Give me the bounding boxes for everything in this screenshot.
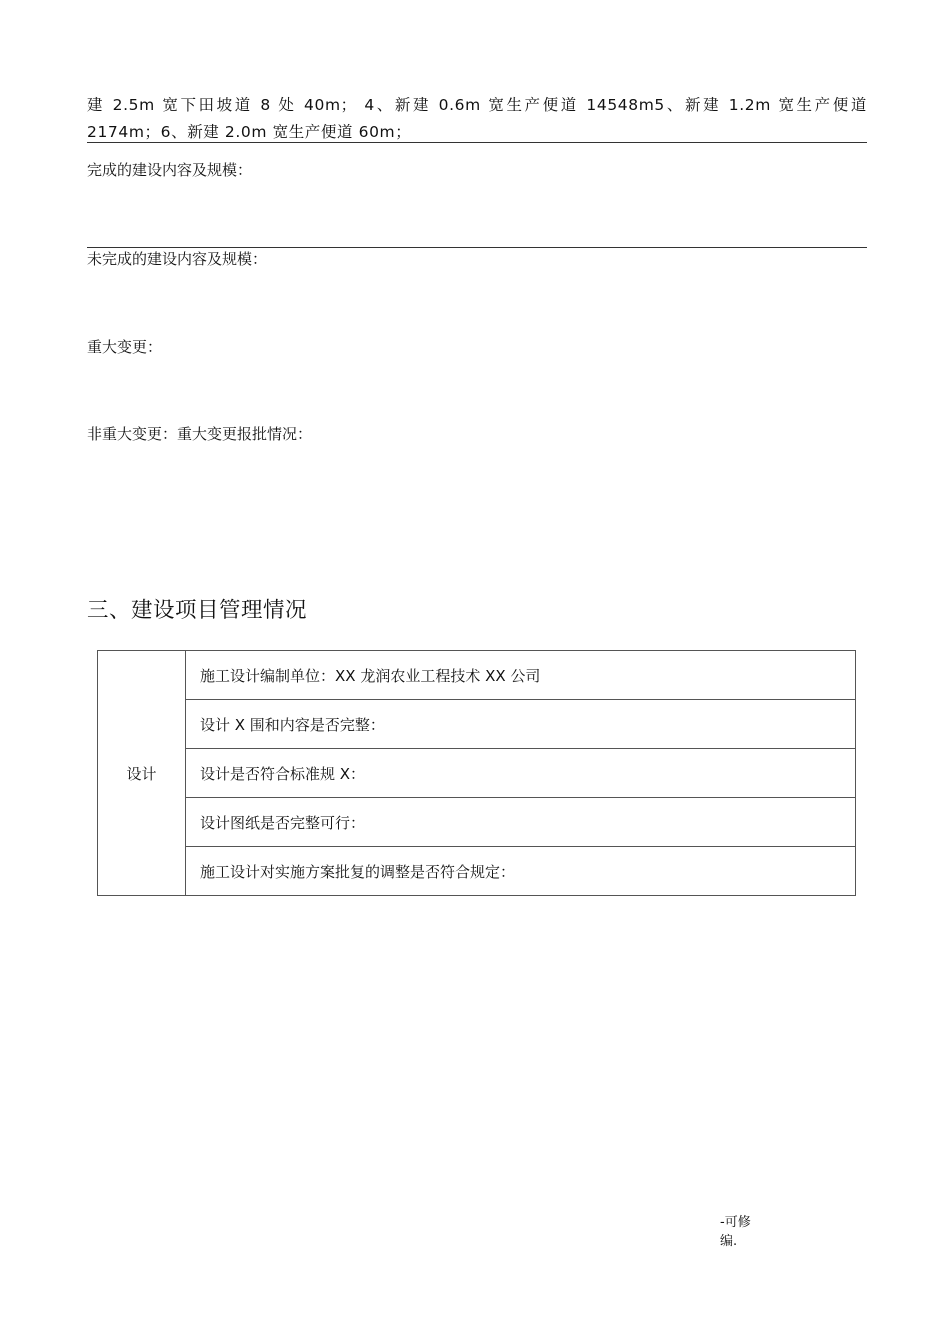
section-heading: 三、建设项目管理情况 (87, 598, 308, 623)
major-change-label: 重大变更： (87, 338, 163, 356)
completed-content-label: 完成的建设内容及规模： (87, 161, 253, 179)
design-management-table (97, 650, 856, 896)
table-cell: 施工设计编制单位：XX 龙润农业工程技术 XX 公司 (186, 651, 856, 700)
table-row (98, 847, 856, 896)
table-row (98, 798, 856, 847)
table-row (98, 749, 856, 798)
minor-change-label: 非重大变更：重大变更报批情况： (87, 425, 313, 443)
page-footer: -可修编. (720, 1215, 751, 1249)
table-cell: 设计是否符合标准规 X： (186, 749, 856, 798)
uncompleted-content-label: 未完成的建设内容及规模： (87, 250, 268, 268)
table-cell: 设计图纸是否完整可行： (186, 798, 856, 847)
intro-paragraph: 建 2.5m 宽下田坡道 8 处 40m； 4、新建 0.6m 宽生产便道 14548m5、新建 1.2m 宽生产便道 2174m；6、新建 2.0m 宽生产便道 60m； (87, 96, 867, 141)
table-row (98, 651, 856, 700)
table-row (98, 700, 856, 749)
underline-rule (87, 142, 867, 143)
table-cell: 施工设计对实施方案批复的调整是否符合规定： (186, 847, 856, 896)
table-cell: 设计 X 围和内容是否完整： (186, 700, 856, 749)
category-cell: 设计 (98, 651, 186, 896)
